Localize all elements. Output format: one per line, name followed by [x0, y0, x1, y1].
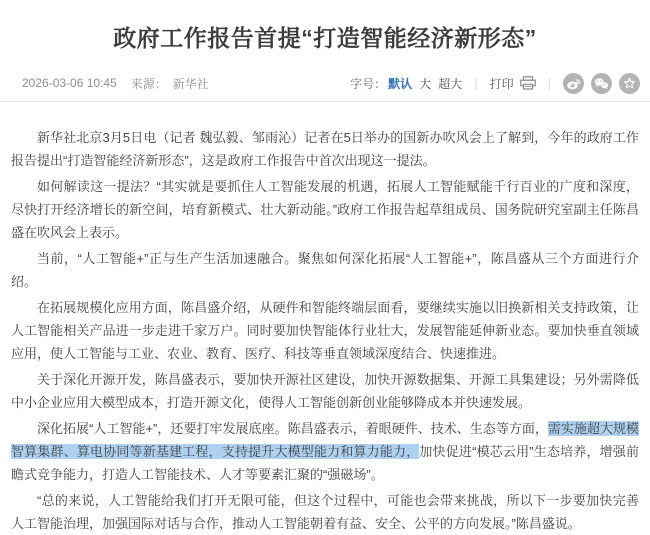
star-favorite-icon[interactable] [619, 73, 640, 94]
paragraph-6-pre: 深化拓展“人工智能+”，还要打牢发展底座。陈昌盛表示，着眼硬件、技术、生态等方面， [37, 421, 548, 436]
share-icons [563, 73, 640, 94]
wechat-share-icon[interactable] [591, 73, 612, 94]
paragraph-3: 当前，“人工智能+”正与生产生活加速融合。聚焦如何深化拓展“人工智能+”，陈昌盛从三个方面进行介绍。 [11, 251, 639, 289]
paragraph-4: 在拓展规模化应用方面，陈昌盛介绍，从硬件和智能终端层面看，要继续实施以旧换新相关支持政策，让人工智能相关产品进一步走进千家万户。同时要加快智能体行业壮大，发展智能延伸新业态。要加快垂直领域应用，使人工智能与工业、农业、教育、医疗、科技等垂直领域深度结合、快速推进。 [11, 300, 639, 361]
font-size-label: 字号： [350, 76, 387, 91]
news-article-page [0, 20, 650, 531]
meta-right [350, 73, 640, 94]
separator: | [547, 75, 551, 91]
paragraph-6 [11, 417, 639, 486]
page-title: 政府工作报告首提“打造智能经济新形态” [113, 25, 537, 51]
font-size-default-button[interactable]: 默认 [388, 76, 413, 91]
paragraph-6-post: 加快促进“模芯云用”生态培养，增强前瞻式竞争能力，打造人工智能技术、人才等要素汇聚的“强磁场”。 [11, 444, 639, 482]
source-name: 新华社 [172, 76, 209, 91]
article-meta-bar [22, 73, 640, 93]
publish-datetime: 2026-03-06 10:45 [22, 76, 117, 90]
font-size-xlarge-button[interactable]: 超大 [438, 76, 463, 91]
print-label: 打印 [489, 76, 514, 91]
source [131, 75, 209, 92]
weibo-share-icon[interactable] [563, 73, 584, 94]
printer-icon [520, 76, 536, 90]
source-label: 来源： [130, 76, 167, 91]
paragraph-2: 如何解读这一提法？“其实就是要抓住人工智能发展的机遇，拓展人工智能赋能千行百业的广度和深度，尽快打开经济增长的新空间，培育新模式、壮大新动能。”政府工作报告起草组成员、国务院研究室副主任陈昌盛在吹风会上表示。 [11, 179, 639, 240]
paragraph-7: “总的来说，人工智能给我们打开无限可能，但这个过程中，可能也会带来挑战，所以下一步要加快完善人工智能治理，加强国际对话与合作，推动人工智能朝着有益、安全、公平的方向发展。”陈昌盛说。 [11, 493, 639, 531]
separator: | [474, 75, 478, 91]
selected-text-highlight: 需实施超大规模智算集群、算电协同等新基建工程，支持提升大模型能力和算力能力， [11, 421, 639, 459]
font-size-large-button[interactable]: 大 [419, 76, 432, 91]
print-button[interactable] [490, 75, 536, 92]
meta-left [22, 75, 209, 92]
article-body [0, 102, 650, 535]
paragraph-5: 关于深化开源开发，陈昌盛表示，要加快开源社区建设，加快开源数据集、开源工具集建设；另外需降低中小企业应用大模型成本，打造开源文化，使得人工智能创新创业能够降成本并快速发展。 [11, 372, 639, 410]
paragraph-1: 新华社北京3月5日电（记者 魏弘毅、邹雨沁）记者在5日举办的国新办吹风会上了解到，今年的政府工作报告提出“打造智能经济新形态”，这是政府工作报告中首次出现这一提法。 [11, 130, 639, 168]
